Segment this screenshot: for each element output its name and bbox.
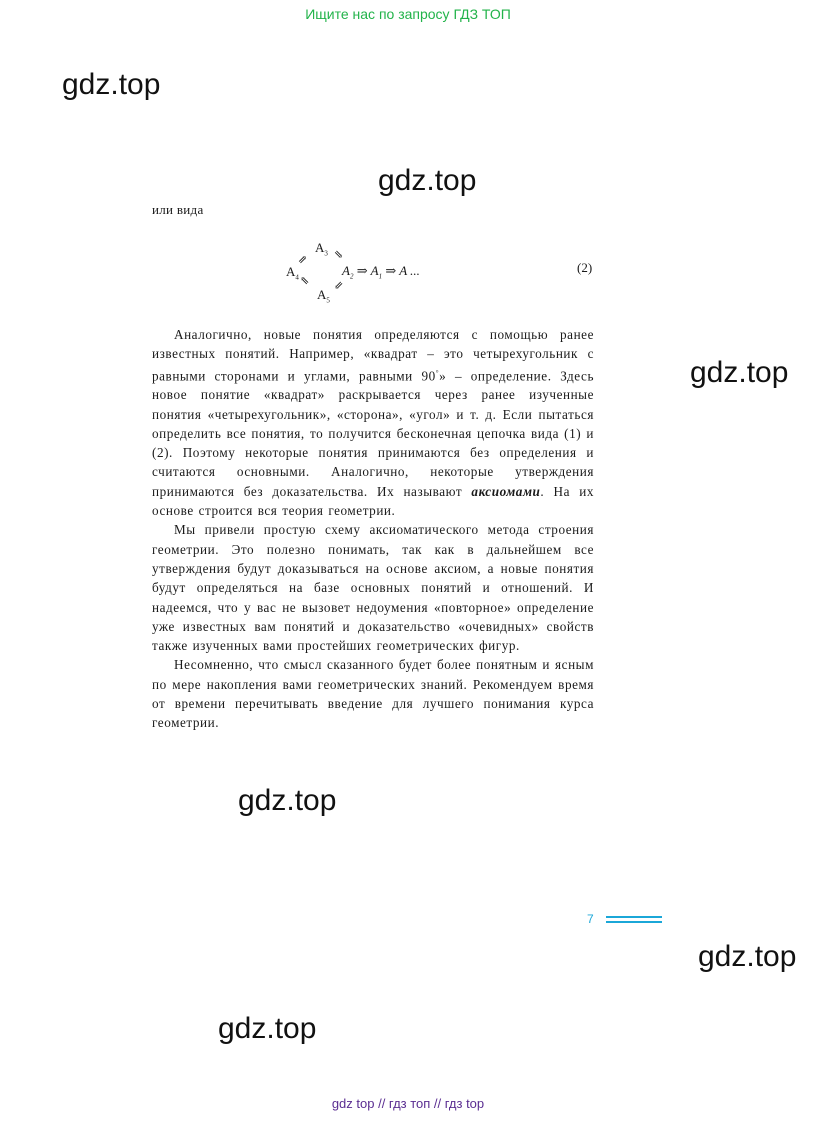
bold-term: аксиомами bbox=[471, 483, 541, 499]
arrow-icon: ⇖ bbox=[300, 275, 310, 287]
search-banner[interactable]: Ищите нас по запросу ГДЗ ТОП bbox=[305, 6, 511, 22]
watermark: gdz.top bbox=[218, 1012, 317, 1045]
watermark: gdz.top bbox=[62, 68, 161, 101]
paragraph: Мы привели простую схему аксиоматического метода строения геометрии. Это полезно понимать, так как в дальнейшем все утверждения будут доказываться на основе аксиом, а новые понятия будут определяться на базе основных понятий и отношений. И надеемся, что у вас не вызовет недоумения «повторное» определение уже известных вам понятий и доказательство «очевидных» свойств также изученных вами простейших геометрических фигур. bbox=[152, 522, 594, 654]
paragraph: Аналогично, новые понятия определяются с помощью ранее известных понятий. Например, «квадрат – это четырехугольник с равными сторонами и углами, равными 90°» – определение. Здесь новое понятие «квадрат» раскрывается через ранее изученные понятия «четырехугольник», «сторона», «угол» и т. д. Если пытаться определить все понятия, то получится бесконечная цепочка вида (1) и (2). Поэтому некоторые понятия принимаются без определения и считаются основными. Аналогично, некоторые утверждения принимаются без доказательства. Их называют аксиомами. На их основе строится вся теория геометрии. bbox=[152, 327, 595, 519]
page-number: 7 bbox=[587, 912, 594, 926]
arrow-icon: ⇘ bbox=[334, 249, 344, 261]
intro-text: или вида bbox=[152, 202, 204, 217]
page-rule bbox=[606, 916, 662, 918]
watermark: gdz.top bbox=[698, 940, 797, 973]
equation-number: (2) bbox=[577, 260, 593, 275]
paragraph: Несомненно, что смысл сказанного будет более понятным и ясным по мере накопления вами геометрических знаний. Рекомендуем время от времени перечитывать введение для лучшего понимания курса геометрии. bbox=[152, 657, 594, 731]
formula-term-a4: $A_4$ bbox=[286, 264, 299, 282]
footer-links[interactable]: gdz top // гдз топ // гдз top bbox=[331, 1096, 485, 1111]
watermark: gdz.top bbox=[238, 784, 337, 817]
formula-diagram bbox=[284, 236, 604, 306]
watermark: gdz.top bbox=[690, 356, 789, 389]
watermark: gdz.top bbox=[378, 164, 477, 197]
formula-term-a5: $A_5$ bbox=[317, 287, 330, 305]
formula-term-a3: $A_3$ bbox=[315, 240, 328, 258]
arrow-icon: ⇗ bbox=[298, 254, 308, 266]
arrow-icon: ⇙ bbox=[334, 280, 344, 292]
page-rule bbox=[606, 921, 662, 923]
body-text bbox=[152, 325, 594, 733]
formula-chain: $A_2$ ⇒ $A_1$ ⇒ A ... bbox=[342, 263, 420, 281]
